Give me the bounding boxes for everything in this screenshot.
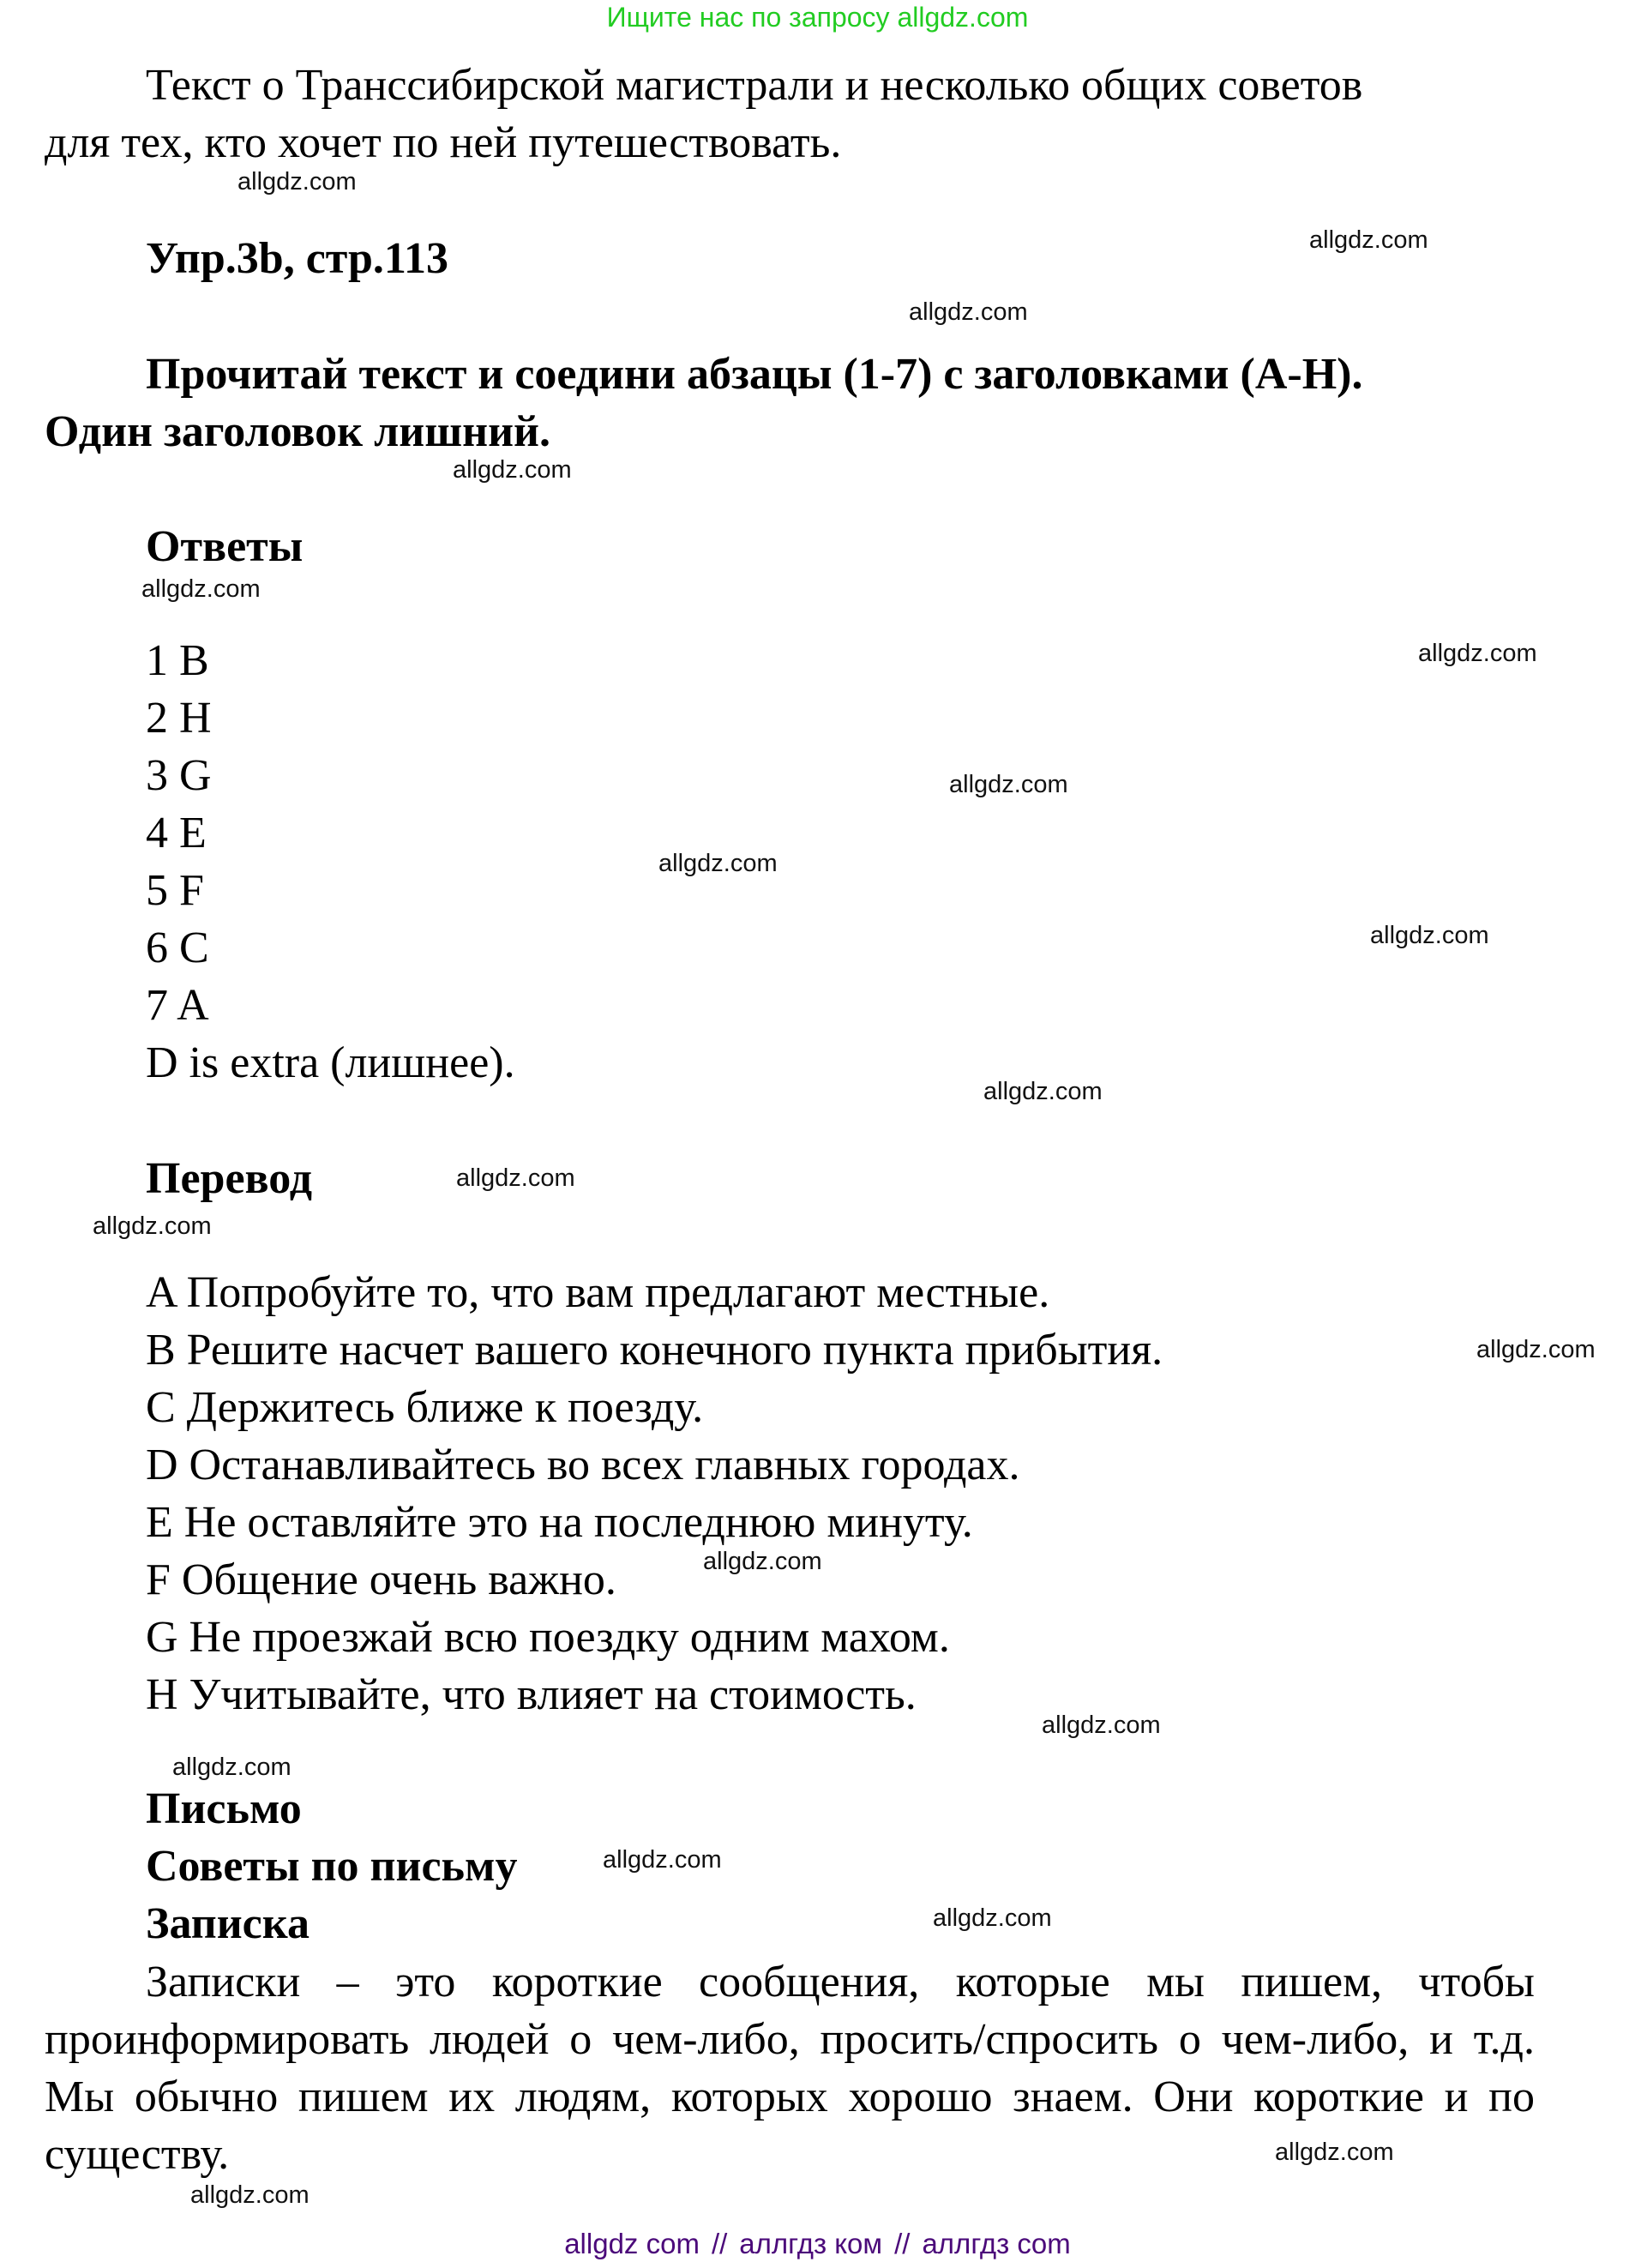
footer-link-allgdz[interactable]: allgdz com — [564, 2228, 700, 2259]
footer-separator: // — [894, 2228, 911, 2259]
task-line-2: Один заголовок лишний. — [45, 407, 551, 456]
watermark: allgdz.com — [1370, 922, 1489, 949]
answers-note: D is extra (лишнее). — [146, 1038, 515, 1087]
watermark: allgdz.com — [93, 1212, 212, 1240]
watermark: allgdz.com — [933, 1904, 1052, 1932]
note-paragraph: Записки – это короткие сообщения, которые мы пишем, чтобы проинформировать людей о чем-либо, просить/спросить о чем-либо, и т.д. Мы обычно пишем их людям, которых хорошо знаем. Они короткие и по существу. — [45, 1958, 1535, 2179]
translation-item: D Останавливайтесь во всех главных городах. — [146, 1441, 1020, 1489]
watermark: allgdz.com — [603, 1846, 722, 1874]
watermark: allgdz.com — [453, 456, 572, 484]
note-heading: Записка — [146, 1899, 310, 1948]
watermark: allgdz.com — [141, 575, 261, 603]
translation-item: G Не проезжай всю поездку одним махом. — [146, 1613, 950, 1662]
translation-item: A Попробуйте то, что вам предлагают местные. — [146, 1268, 1050, 1317]
search-banner: Ищите нас по запросу allgdz.com — [606, 2, 1029, 33]
writing-heading: Письмо — [146, 1784, 302, 1833]
footer-link-allgdz-cyrillic[interactable]: аллгдз ком — [739, 2228, 883, 2259]
intro-line-2: для тех, кто хочет по ней путешествовать. — [45, 118, 842, 167]
translation-item: F Общение очень важно. — [146, 1555, 616, 1604]
answer-item: 5 F — [146, 866, 204, 915]
watermark: allgdz.com — [658, 850, 778, 877]
writing-tips-heading: Советы по письму — [146, 1842, 518, 1891]
answer-item: 1 B — [146, 636, 209, 685]
watermark: allgdz.com — [1042, 1712, 1161, 1739]
translation-item: B Решите насчет вашего конечного пункта прибытия. — [146, 1326, 1163, 1375]
watermark: allgdz.com — [949, 771, 1068, 798]
watermark: allgdz.com — [983, 1078, 1103, 1105]
watermark: allgdz.com — [1309, 226, 1428, 254]
footer-separator: // — [711, 2228, 728, 2259]
answer-item: 3 G — [146, 751, 212, 800]
watermark: allgdz.com — [1275, 2139, 1394, 2166]
footer-link-allgdz-mixed[interactable]: аллгдз com — [922, 2228, 1071, 2259]
watermark: allgdz.com — [190, 2181, 310, 2209]
translation-item: C Держитесь ближе к поезду. — [146, 1383, 704, 1432]
watermark: allgdz.com — [456, 1164, 575, 1192]
answers-heading: Ответы — [146, 522, 304, 571]
translation-item: H Учитывайте, что влияет на стоимость. — [146, 1670, 917, 1719]
answer-item: 7 A — [146, 981, 209, 1030]
watermark: allgdz.com — [909, 298, 1028, 326]
watermark: allgdz.com — [237, 168, 357, 196]
watermark: allgdz.com — [1476, 1336, 1596, 1363]
translation-item: E Не оставляйте это на последнюю минуту. — [146, 1498, 973, 1547]
intro-line-1: Текст о Транссибирской магистрали и несколько общих советов — [146, 61, 1363, 110]
watermark: allgdz.com — [1418, 640, 1537, 667]
answer-item: 2 H — [146, 694, 212, 743]
task-line-1: Прочитай текст и соедини абзацы (1-7) с заголовками (A-H). — [146, 350, 1363, 399]
answer-item: 6 C — [146, 923, 209, 972]
exercise-title: Упр.3b, стр.113 — [146, 234, 449, 283]
watermark: allgdz.com — [703, 1548, 822, 1575]
answer-item: 4 E — [146, 809, 207, 857]
footer-links — [0, 2228, 1635, 2260]
translation-heading: Перевод — [146, 1154, 313, 1203]
watermark: allgdz.com — [172, 1754, 292, 1781]
